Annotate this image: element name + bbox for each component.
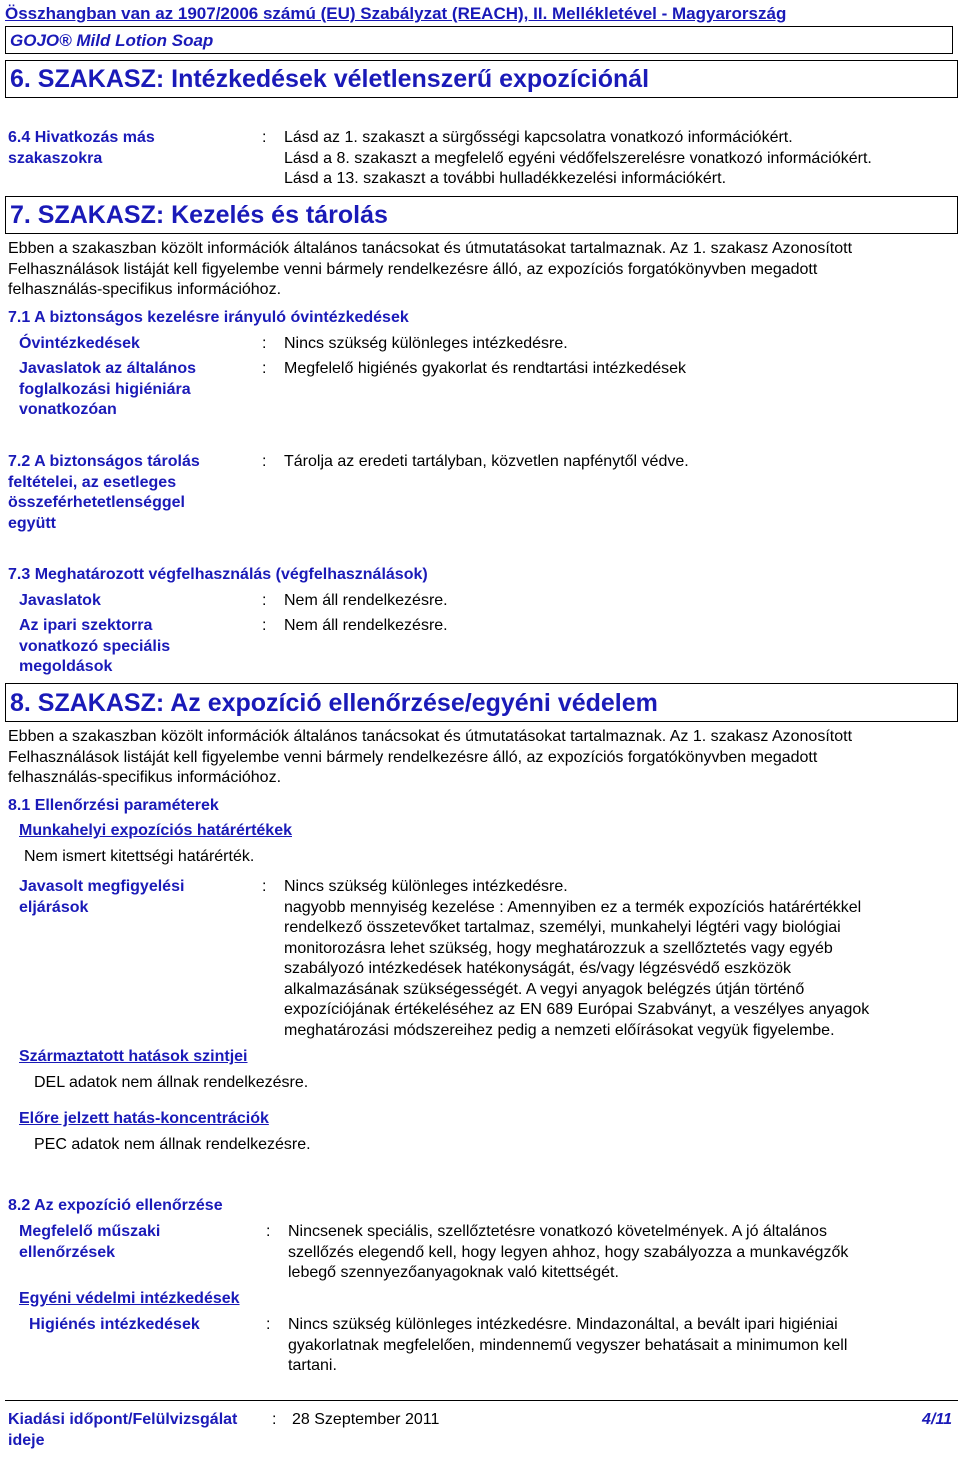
footer-colon: : (272, 1411, 277, 1428)
ipari-label (19, 616, 170, 678)
muszaki-line: szellőzés elegendő kell, hogy legyen ahhoz, hogy szabályozza a munkavégzők (288, 1243, 849, 1261)
ovint-label: Óvintézkedések (19, 335, 140, 352)
ipari-colon: : (262, 617, 267, 634)
javaslatok-colon: : (262, 592, 267, 609)
section-8-intro (8, 727, 852, 789)
muszaki-line: lebegő szennyezőanyagoknak való kitettségét. (288, 1264, 619, 1281)
javasolt-colon: : (262, 878, 267, 895)
s64-colon: : (262, 129, 267, 146)
munkahelyi-label: Munkahelyi expozíciós határértékek (19, 822, 292, 839)
s72-label (8, 452, 200, 534)
section-7-title: 7. SZAKASZ: Kezelés és tárolás (10, 201, 388, 229)
higienes-value (288, 1315, 847, 1377)
document-header-title: Összhangban van az 1907/2006 számú (EU) Szabályzat (REACH), II. Mellékletével - Magyarország (5, 4, 787, 23)
muszaki-value (288, 1222, 848, 1284)
footer-divider (5, 1400, 958, 1401)
javasolt-line: szabályozó intézkedések hatékonyságát, és/vagy légzésvédő eszközök (284, 960, 791, 977)
javaslat-colon: : (262, 360, 267, 377)
muszaki-colon: : (266, 1223, 271, 1240)
javasolt-line: expozíciójának értékeléséhez az EN 689 Európai Szabványt, a veszélyes anyagok (284, 1001, 870, 1018)
javaslatok-label: Javaslatok (19, 592, 101, 609)
javasolt-line: rendelkező összetevőket tartalmaz, személyi, munkahelyi légtéri vagy biológiai (284, 919, 841, 936)
intro-line: felhasználás-specifikus információhoz. (8, 281, 282, 298)
higienes-line: gyakorlatnak megfelelően, mindennemű vegyszer behatásait a minimumon kell (288, 1336, 848, 1354)
munkahelyi-value: Nem ismert kitettségi határérték. (24, 848, 255, 865)
intro-line: Felhasználások listáját kell figyelembe venni bármely rendelkezésre álló, az expozíciós forgatókönyvben megadott (8, 260, 818, 278)
s72-label-line: összeférhetetlenséggel (8, 494, 185, 511)
s73-title: 7.3 Meghatározott végfelhasználás (végfelhasználások) (8, 566, 428, 583)
intro-line: felhasználás-specifikus információhoz. (8, 769, 282, 786)
footer-label-line: ideje (8, 1431, 45, 1449)
higienes-label: Higiénés intézkedések (29, 1316, 200, 1333)
footer-label (8, 1410, 237, 1451)
section-8-title: 8. SZAKASZ: Az expozíció ellenőrzése/egyéni védelem (10, 689, 658, 717)
s64-label (8, 128, 155, 169)
s64-value (284, 128, 872, 190)
s81-title: 8.1 Ellenőrzési paraméterek (8, 797, 219, 814)
s64-line: Lásd az 1. szakaszt a sürgősségi kapcsolatra vonatkozó információkért. (284, 129, 793, 146)
s82-title: 8.2 Az expozíció ellenőrzése (8, 1197, 223, 1214)
s64-line: Lásd a 13. szakaszt a további hulladékkezelési információkért. (284, 170, 727, 187)
javasolt-line: meghatározási módszereihez pedig a nemzeti előírásokat vegyük figyelembe. (284, 1021, 835, 1039)
javasolt-label-line: eljárások (19, 898, 89, 916)
intro-line: Ebben a szakaszban közölt információk általános tanácsokat és útmutatásokat tartalmaznak. Az 1. szakasz Azonosított (8, 728, 853, 745)
ovint-colon: : (262, 335, 267, 352)
javasolt-line: Nincs szükség különleges intézkedésre. (284, 878, 568, 895)
javaslat-label-line: Javaslatok az általános (19, 360, 196, 377)
del-value: DEL adatok nem állnak rendelkezésre. (34, 1074, 309, 1091)
product-name: GOJO® Mild Lotion Soap (10, 31, 214, 50)
muszaki-label-line: Megfelelő műszaki (19, 1223, 161, 1240)
javaslat-label (19, 359, 196, 421)
section-7-intro (8, 239, 852, 301)
s72-value: Tárolja az eredeti tartályban, közvetlen napfénytől védve. (284, 453, 689, 470)
javaslat-label-line: vonatkozóan (19, 401, 117, 418)
s64-line: Lásd a 8. szakaszt a megfelelő egyéni védőfelszerelésre vonatkozó információkért. (284, 149, 872, 167)
footer-label-line: Kiadási időpont/Felülvizsgálat (8, 1411, 238, 1428)
del-label: Származtatott hatások szintjei (19, 1048, 248, 1065)
s72-label-line: feltételei, az esetleges (8, 473, 177, 491)
ovint-value: Nincs szükség különleges intézkedésre. (284, 335, 568, 352)
s72-label-line: együtt (8, 514, 56, 532)
s64-label-line: szakaszokra (8, 149, 103, 167)
pec-label: Előre jelzett hatás-koncentrációk (19, 1110, 269, 1127)
s72-colon: : (262, 453, 267, 470)
ipari-label-line: vonatkozó speciális (19, 637, 171, 655)
page-number: 4/11 (922, 1411, 952, 1428)
ipari-value: Nem áll rendelkezésre. (284, 617, 448, 634)
pec-value: PEC adatok nem állnak rendelkezésre. (34, 1136, 311, 1153)
higienes-colon: : (266, 1316, 271, 1333)
ipari-label-line: megoldások (19, 658, 113, 675)
higienes-line: Nincs szükség különleges intézkedésre. Mindazonáltal, a bevált ipari higiéniai (288, 1316, 838, 1333)
javasolt-label-line: Javasolt megfigyelési (19, 878, 185, 895)
egyeni-label: Egyéni védelmi intézkedések (19, 1290, 240, 1307)
intro-line: Felhasználások listáját kell figyelembe venni bármely rendelkezésre álló, az expozíciós forgatókönyvben megadott (8, 748, 818, 766)
higienes-line: tartani. (288, 1357, 337, 1374)
javaslat-value: Megfelelő higiénés gyakorlat és rendtartási intézkedések (284, 360, 687, 377)
javasolt-line: monitorozásra lehet szükség, hogy meghatározzuk a szellőztetés vagy egyéb (284, 939, 833, 957)
muszaki-line: Nincsenek speciális, szellőztetésre vonatkozó követelmények. A jó általános (288, 1223, 827, 1240)
muszaki-label-line: ellenőrzések (19, 1243, 116, 1261)
section-6-title: 6. SZAKASZ: Intézkedések véletlenszerű expozíciónál (10, 65, 650, 93)
javasolt-label (19, 877, 184, 918)
s72-label-line: 7.2 A biztonságos tárolás (8, 453, 200, 470)
s64-label-line: 6.4 Hivatkozás más (8, 129, 155, 146)
javasolt-line: alkalmazásának szükségességét. A vegyi anyagok belégzés útján történő (284, 980, 805, 998)
javaslatok-value: Nem áll rendelkezésre. (284, 592, 448, 609)
javasolt-value (284, 877, 869, 1041)
ipari-label-line: Az ipari szektorra (19, 617, 153, 634)
intro-line: Ebben a szakaszban közölt információk általános tanácsokat és útmutatásokat tartalmaznak. Az 1. szakasz Azonosított (8, 240, 853, 257)
javasolt-line: nagyobb mennyiség kezelése : Amennyiben ez a termék expozíciós határértékkel (284, 898, 862, 916)
javaslat-label-line: foglalkozási higiéniára (19, 380, 191, 398)
footer-date: 28 Szeptember 2011 (292, 1411, 440, 1428)
muszaki-label (19, 1222, 160, 1263)
s71-title: 7.1 A biztonságos kezelésre irányuló óvintézkedések (8, 309, 409, 326)
